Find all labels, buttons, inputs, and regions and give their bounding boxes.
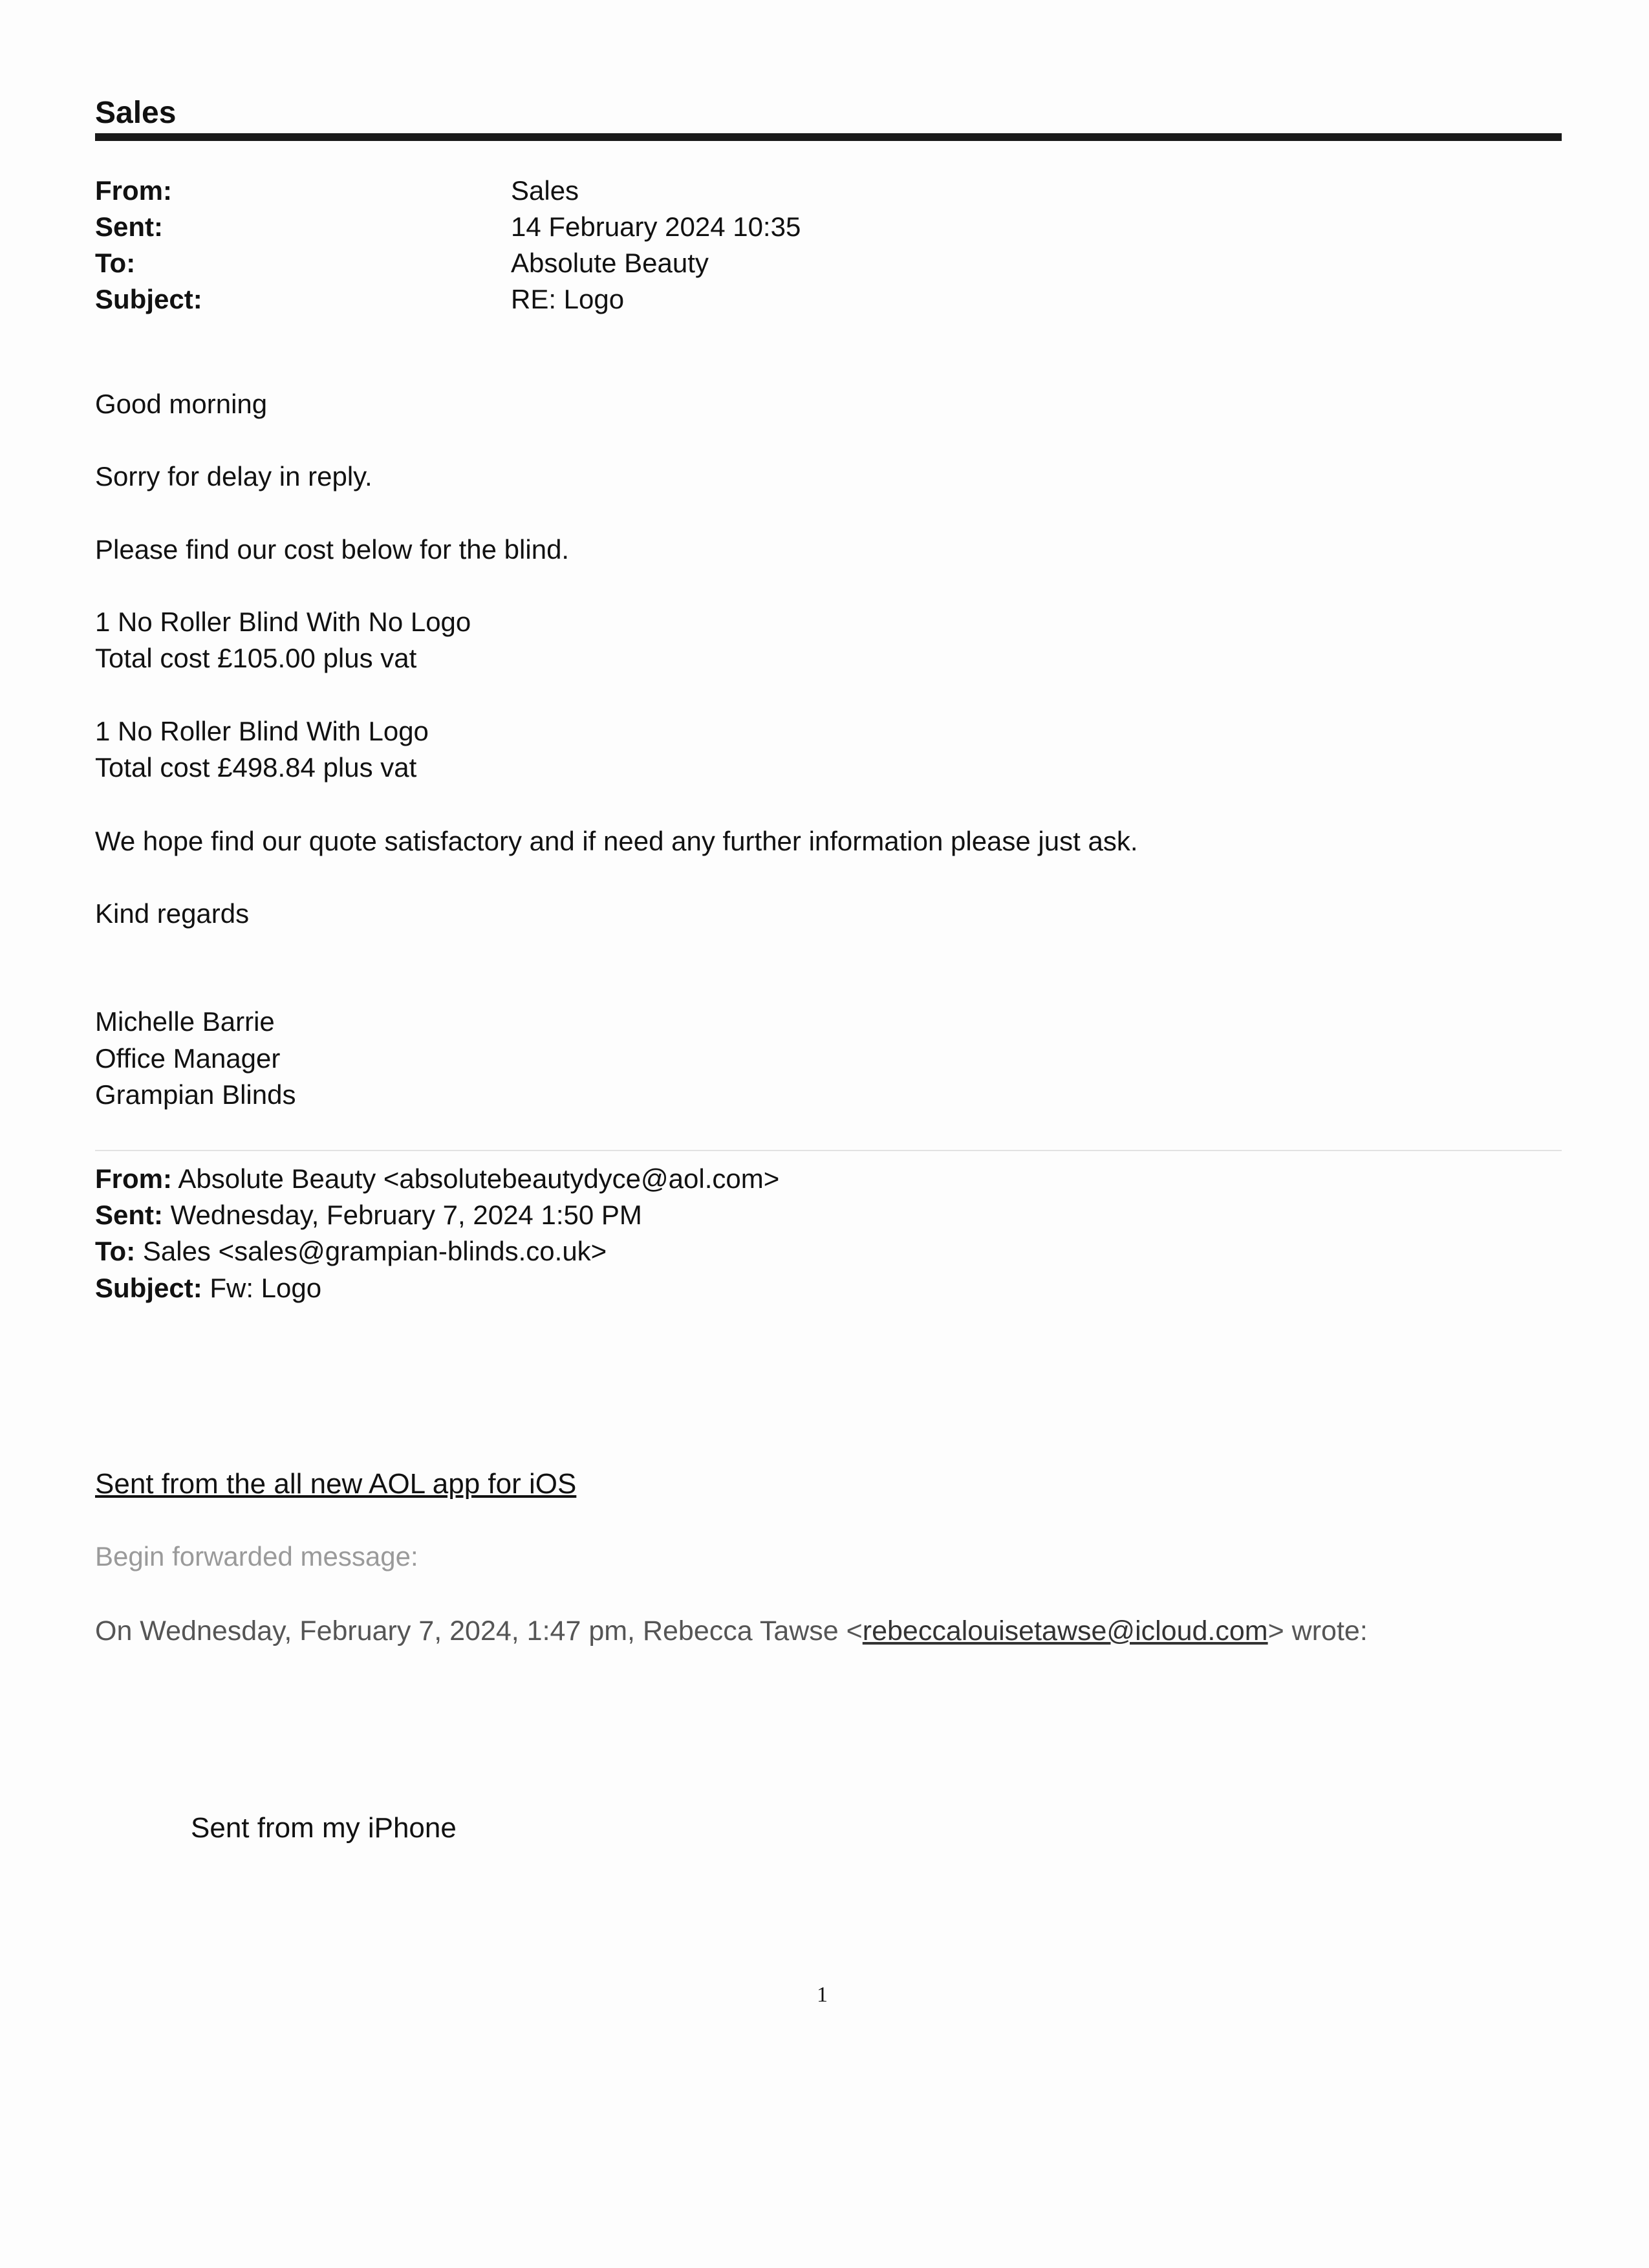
aol-app-link[interactable]: Sent from the all new AOL app for iOS — [95, 1468, 577, 1500]
iphone-signature: Sent from my iPhone — [191, 1812, 457, 1844]
fwd-subject-label: Subject: — [95, 1273, 202, 1303]
intro: Please find our cost below for the blind. — [95, 534, 570, 565]
fwd-to — [95, 1235, 607, 1268]
signature-name: Michelle Barrie — [95, 1006, 275, 1037]
rebecca-email-link[interactable]: rebeccalouisetawse@icloud.com — [862, 1615, 1268, 1647]
fwd-sent — [95, 1199, 642, 1231]
closing: We hope find our quote satisfactory and if need any further information please just ask. — [95, 826, 1138, 856]
attribution-suffix: > wrote: — [1267, 1615, 1368, 1647]
attribution-prefix: On Wednesday, February 7, 2024, 1:47 pm, Rebecca Tawse < — [95, 1615, 863, 1647]
fwd-subject — [95, 1272, 321, 1304]
item-1: 1 No Roller Blind With No Logo — [95, 607, 471, 637]
fwd-from-value: Absolute Beauty <absolutebeautydyce@aol.com> — [178, 1163, 780, 1194]
item-2: 1 No Roller Blind With Logo — [95, 716, 429, 746]
signature-role: Office Manager — [95, 1043, 281, 1074]
signature-company: Grampian Blinds — [95, 1079, 296, 1110]
subject-value: RE: Logo — [511, 284, 625, 314]
fwd-from-label: From: — [95, 1163, 172, 1194]
fwd-sent-value: Wednesday, February 7, 2024 1:50 PM — [170, 1200, 642, 1230]
subject-label: Subject: — [95, 284, 202, 314]
sent-value: 14 February 2024 10:35 — [511, 211, 801, 242]
begin-forwarded: Begin forwarded message: — [95, 1541, 418, 1571]
to-label: To: — [95, 248, 136, 278]
greeting: Good morning — [95, 389, 268, 419]
divider — [95, 1150, 1562, 1151]
to-value: Absolute Beauty — [511, 248, 709, 278]
regards: Kind regards — [95, 898, 250, 929]
sent-label: Sent: — [95, 211, 163, 242]
fwd-to-value: Sales <sales@grampian-blinds.co.uk> — [142, 1236, 607, 1266]
forward-attribution — [95, 1615, 1368, 1647]
title-rule — [95, 133, 1562, 141]
item-1-cost: Total cost £105.00 plus vat — [95, 643, 417, 673]
from-label: From: — [95, 175, 172, 206]
apology: Sorry for delay in reply. — [95, 461, 372, 491]
page-number: 1 — [817, 1983, 828, 2007]
from-value: Sales — [511, 175, 579, 206]
item-2-cost: Total cost £498.84 plus vat — [95, 752, 417, 783]
fwd-to-label: To: — [95, 1236, 136, 1266]
page-title: Sales — [95, 96, 177, 130]
fwd-subject-value: Fw: Logo — [210, 1273, 322, 1303]
fwd-from — [95, 1163, 779, 1195]
fwd-sent-label: Sent: — [95, 1200, 163, 1230]
